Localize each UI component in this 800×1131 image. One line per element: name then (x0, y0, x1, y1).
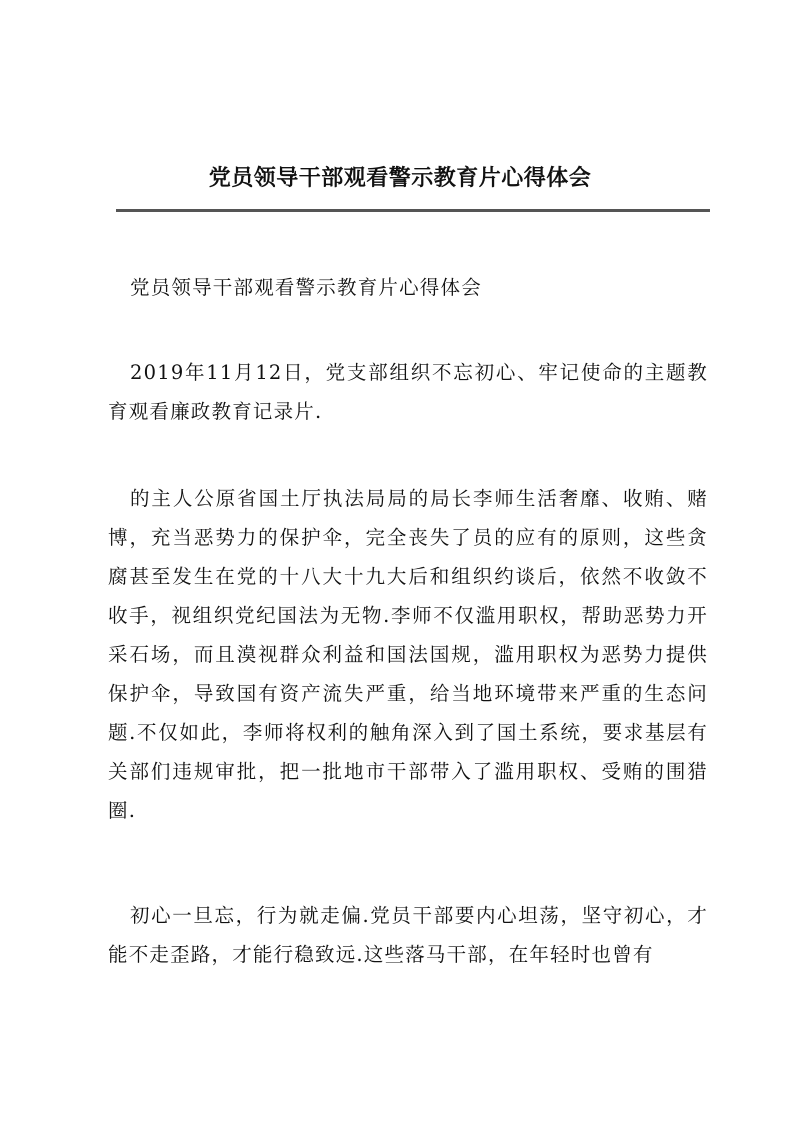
header-divider (116, 209, 710, 212)
paragraph-heading: 党员领导干部观看警示教育片心得体会 (130, 276, 482, 299)
paragraph-case-description: 的主人公原省国土厅执法局局的局长李师生活奢靡、收贿、赌博，充当恶势力的保护伞，完全丧失了员的应有的原则，这些贪腐甚至发生在党的十八大十九大后和组织约谈后，依然不收敛不收手，视组织党纪国法为无物.李师不仅滥用职权，帮助恶势力开采石场，而且漠视群众利益和国法国规，滥用职权为恶势力提供保护伞，导致国有资产流失严重，给当地环境带来严重的生态问题.不仅如此，李师将权利的触角深入到了国土系统，要求基层有关部们违规审批，把一批地市干部带入了滥用职权、受贿的围猎圈. (108, 487, 708, 822)
paragraph-date-intro: 2019年11月12日，党支部组织不忘初心、牢记使命的主题教育观看廉政教育记录片. (108, 361, 708, 423)
paragraph-reflection: 初心一旦忘，行为就走偏.党员干部要内心坦荡，坚守初心，才能不走歪路，才能行稳致远.这些落马干部，在年轻时也曾有 (108, 904, 708, 966)
document-header-title: 党员领导干部观看警示教育片心得体会 (208, 165, 592, 191)
